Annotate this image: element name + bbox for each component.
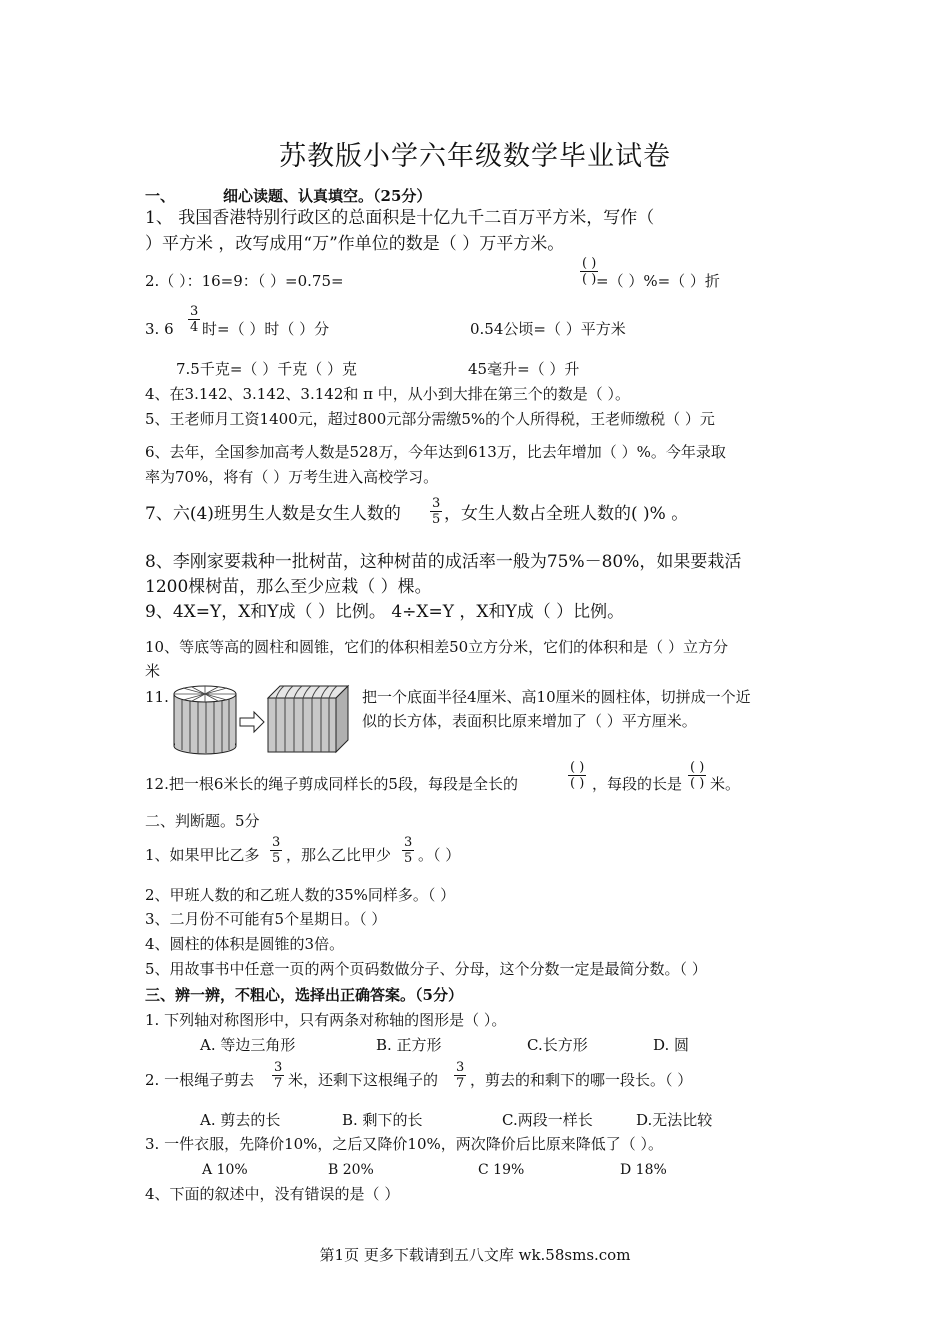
s2-q3: 3、二月份不可能有5个星期日。（ ）: [145, 910, 387, 928]
s2-q4: 4、圆柱的体积是圆锥的3倍。: [145, 935, 345, 953]
s3-q1-option-c: C.长方形: [527, 1036, 588, 1054]
section3-heading: 三、辨一辨，不粗心，选择出正确答案。（5分）: [145, 986, 463, 1004]
q12-fraction-2: [686, 760, 708, 791]
s3-q2-option-b: B. 剩下的长: [342, 1111, 423, 1129]
fraction-numerator: 3: [190, 304, 199, 319]
section1-number: 一、: [145, 187, 176, 205]
s3-q2-option-d: D.无法比较: [636, 1111, 713, 1129]
s3-q2-option-a: A. 剪去的长: [200, 1111, 281, 1129]
s3-q3-option-a: A 10%: [202, 1162, 248, 1178]
q10-line1: 10、等底等高的圆柱和圆锥，它们的体积相差50立方分米，它们的体积和是（ ）立方分: [145, 638, 728, 656]
page-title: 苏教版小学六年级数学毕业试卷: [279, 141, 671, 172]
fraction-denominator: ( ): [570, 776, 585, 791]
q9: 9、4X=Y，X和Y成（ ）比例。 4÷X=Y ，X和Y成（ ）比例。: [145, 602, 625, 622]
q12-part1: 12.把一根6米长的绳子剪成同样长的5段，每段是全长的: [145, 775, 518, 793]
q12-fraction-1: [566, 760, 588, 791]
q10-line2: 米: [145, 662, 161, 680]
q1-line2: ）平方米 ，改写成用“万”作单位的数是（ ）万平方米。: [145, 234, 565, 254]
cylinder-to-cuboid-figure: [168, 682, 352, 758]
s3-q2-fraction-1: [270, 1060, 286, 1091]
s3-q1-option-d: D. 圆: [653, 1036, 690, 1054]
fraction-numerator: 3: [456, 1060, 465, 1075]
s3-q1: 1. 下列轴对称图形中，只有两条对称轴的图形是（ ）。: [145, 1011, 507, 1029]
fraction-numerator: 3: [274, 1060, 283, 1075]
s2-q1-part3: 。（ ）: [418, 846, 461, 864]
page-footer: 第1页 更多下载请到五八文库 wk.58sms.com: [319, 1246, 631, 1264]
q6-line1: 6、去年，全国参加高考人数是528万，今年达到613万，比去年增加（ ）%。今年录取: [145, 443, 726, 461]
s3-q4: 4、下面的叙述中，没有错误的是（ ）: [145, 1185, 400, 1203]
fraction-denominator: 7: [456, 1076, 465, 1091]
fraction-denominator: 5: [404, 851, 413, 866]
q6-line2: 率为70%，将有（ ）万考生进入高校学习。: [145, 468, 439, 486]
s3-q3-option-c: C 19%: [478, 1162, 525, 1178]
s2-q2: 2、甲班人数的和乙班人数的35%同样多。（ ）: [145, 886, 456, 904]
s3-q2-part1: 2. 一根绳子剪去: [145, 1071, 255, 1089]
q3-line2-left: 7.5千克=（ ）千克（ ）克: [176, 360, 357, 378]
cylinder-icon: [174, 686, 236, 754]
q5: 5、王老师月工资1400元，超过800元部分需缴5%的个人所得税，王老师缴税（ ）元: [145, 410, 715, 428]
q3-part2: 时=（ ）时（ ）分: [202, 320, 330, 338]
q11-line2: 似的长方体，表面积比原来增加了（ ）平方厘米。: [362, 712, 697, 730]
q1-line1: 1、 我国香港特别行政区的总面积是十亿九千二百万平方米，写作（: [145, 208, 655, 228]
q2-part1: 2.（ ）：16=9：（ ）=0.75=: [145, 272, 344, 290]
q3-part3: 0.54公顷=（ ）平方米: [470, 320, 626, 338]
fraction-denominator: 7: [274, 1076, 283, 1091]
fraction-denominator: ( ): [690, 776, 705, 791]
s3-q1-option-b: B. 正方形: [376, 1036, 442, 1054]
q3-line2-right: 45毫升=（ ）升: [468, 360, 580, 378]
s2-q1-part2: ，那么乙比甲少: [286, 846, 392, 864]
q12-part2: ，每段的长是: [592, 775, 683, 793]
fraction-denominator: 5: [432, 512, 441, 527]
fraction-numerator: ( ): [570, 760, 585, 775]
section2-heading: 二、判断题。5分: [145, 812, 260, 830]
q11-line1: 把一个底面半径4厘米、高10厘米的圆柱体，切拼成一个近: [362, 688, 751, 706]
q8-line1: 8、李刚家要栽种一批树苗，这种树苗的成活率一般为75%－80%，如果要栽活: [145, 552, 742, 572]
arrow-right-icon: [240, 712, 264, 732]
fraction-numerator: ( ): [582, 256, 597, 271]
q12-part3: 米。: [710, 775, 741, 793]
q7-fraction: [428, 496, 444, 527]
section1-title: 细心读题、认真填空。（25分）: [223, 187, 432, 205]
s3-q2-part3: ，剪去的和剩下的哪一段长。（ ）: [470, 1071, 693, 1089]
q11-number: 11.: [145, 688, 169, 706]
q4: 4、在3.142、3.142、3.142和 π 中，从小到大排在第三个的数是（ ）。: [145, 385, 631, 403]
q7-part1: 7、六(4)班男生人数是女生人数的: [145, 504, 401, 524]
fraction-numerator: 3: [432, 496, 441, 511]
fraction-numerator: 3: [404, 835, 413, 850]
s3-q2-option-c: C.两段一样长: [502, 1111, 593, 1129]
fraction-denominator: 5: [272, 851, 281, 866]
fraction-numerator: 3: [272, 835, 281, 850]
s2-q1-part1: 1、如果甲比乙多: [145, 846, 260, 864]
q2-part2: =（ ）%=（ ）折: [596, 272, 720, 290]
s3-q3-option-d: D 18%: [620, 1162, 667, 1178]
fraction-denominator: ( ): [582, 272, 597, 287]
s3-q2-part2: 米，还剩下这根绳子的: [288, 1071, 439, 1089]
section1-heading: [145, 186, 431, 206]
fraction-denominator: 4: [190, 320, 199, 335]
s2-q1-fraction-2: [400, 835, 416, 866]
s3-q2-fraction-2: [452, 1060, 468, 1091]
q7-part2: ，女生人数占全班人数的( )% 。: [444, 504, 689, 524]
s3-q3-option-b: B 20%: [328, 1162, 374, 1178]
q3-fraction: [186, 304, 202, 335]
q3-part1: 3. 6: [145, 320, 174, 338]
q8-line2: 1200棵树苗，那么至少应栽（ ）棵。: [145, 577, 432, 597]
cuboid-icon: [268, 686, 348, 752]
s3-q1-option-a: A. 等边三角形: [200, 1036, 296, 1054]
fraction-numerator: ( ): [690, 760, 705, 775]
s2-q1-fraction-1: [268, 835, 284, 866]
s3-q3: 3. 一件衣服，先降价10%，之后又降价10%，两次降价后比原来降低了（ ）。: [145, 1135, 664, 1153]
s2-q5: 5、用故事书中任意一页的两个页码数做分子、分母，这个分数一定是最简分数。（ ）: [145, 960, 707, 978]
